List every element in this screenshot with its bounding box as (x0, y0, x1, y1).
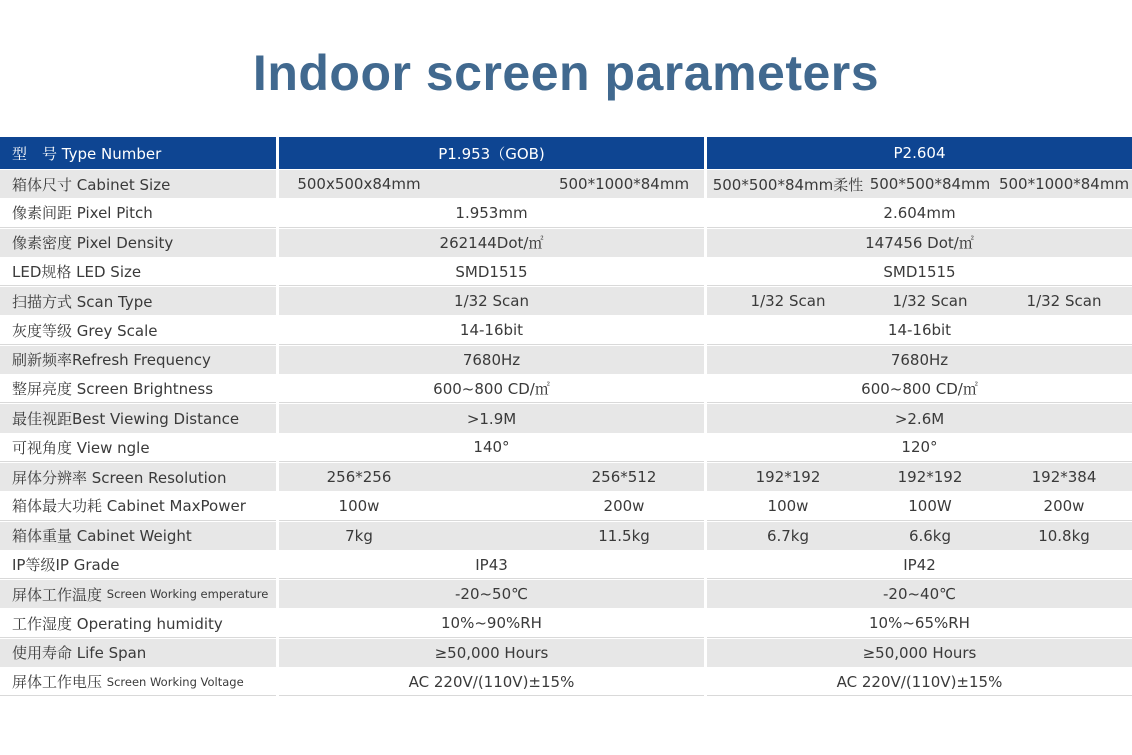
cell-value: 192*384 (1031, 468, 1097, 487)
row-label (0, 580, 276, 608)
cell-value: 500x500x84mm (297, 175, 421, 194)
cell-p1953: 1/32 Scan (279, 287, 704, 315)
cell-value: 500*1000*84mm (998, 175, 1130, 194)
parameters-table (0, 137, 1132, 697)
cell-value: 200w (1043, 496, 1085, 515)
cell-value: 11.5kg (598, 526, 650, 545)
cell-value: 7kg (345, 526, 373, 545)
cell-value: 100w (338, 496, 380, 515)
table-row-brightness (0, 375, 1132, 404)
table-row-weight (0, 522, 1132, 551)
row-label: LED规格 LED Size (0, 258, 276, 286)
cell-p2604: ≥50,000 Hours (707, 639, 1132, 667)
cell-value: 1/32 Scan (750, 292, 826, 311)
table-row-humidity (0, 609, 1132, 638)
cell-value: 500*1000*84mm (558, 175, 690, 194)
cell-p2604: 2.604mm (707, 199, 1132, 227)
row-label: 使用寿命 Life Span (0, 639, 276, 667)
table-row-pixel-density (0, 229, 1132, 258)
header-p1953: P1.953（GOB) (279, 137, 704, 169)
page-title: Indoor screen parameters (252, 45, 880, 101)
cell-value: 200w (603, 496, 645, 515)
cell-p1953: SMD1515 (279, 258, 704, 286)
row-label: 刷新频率Refresh Frequency (0, 346, 276, 374)
row-label: 可视角度 View ngle (0, 434, 276, 462)
row-label (0, 668, 276, 696)
row-label: 扫描方式 Scan Type (0, 287, 276, 315)
table-row-resolution (0, 463, 1132, 492)
cell-value: 256*512 (591, 468, 657, 487)
table-header-row (0, 137, 1132, 170)
cell-p1953 (279, 463, 704, 491)
cell-p2604: IP42 (707, 551, 1132, 579)
table-row-pixel-pitch (0, 199, 1132, 228)
cell-p2604: 147456 Dot/㎡ (707, 229, 1132, 257)
cell-value: 100W (908, 496, 952, 515)
cell-p1953: 600~800 CD/㎡ (279, 375, 704, 403)
cell-p2604: SMD1515 (707, 258, 1132, 286)
cell-value: 100w (767, 496, 809, 515)
cell-value: 500*500*84mm柔性 (712, 175, 864, 194)
cell-p2604 (707, 287, 1132, 315)
cell-value: 256*256 (326, 468, 392, 487)
row-label-cn: 屏体工作温度 (12, 585, 103, 604)
header-type-number: 型 号 Type Number (0, 137, 276, 169)
row-label-en: Screen Working Voltage (106, 674, 244, 689)
row-label: 工作湿度 Operating humidity (0, 609, 276, 637)
cell-p1953: AC 220V/(110V)±15% (279, 668, 704, 696)
cell-p1953: >1.9M (279, 404, 704, 432)
row-label: 整屏亮度 Screen Brightness (0, 375, 276, 403)
table-row-refresh (0, 346, 1132, 375)
cell-p1953: ≥50,000 Hours (279, 639, 704, 667)
table-row-led-size (0, 258, 1132, 287)
row-label: 屏体分辨率 Screen Resolution (0, 463, 276, 491)
cell-p2604 (707, 522, 1132, 550)
cell-p2604: 120° (707, 434, 1132, 462)
table-row-viewing-distance (0, 404, 1132, 433)
table-row-working-temperature (0, 580, 1132, 609)
cell-p1953 (279, 492, 704, 520)
cell-value: 1/32 Scan (1026, 292, 1102, 311)
row-label-en: Screen Working emperature (106, 587, 269, 602)
cell-value: 10.8kg (1038, 526, 1090, 545)
table-row-view-angle (0, 434, 1132, 463)
row-label: 灰度等级 Grey Scale (0, 316, 276, 344)
cell-value: 192*192 (897, 468, 963, 487)
cell-p2604: AC 220V/(110V)±15% (707, 668, 1132, 696)
cell-value: 6.6kg (908, 526, 952, 545)
cell-p2604: 600~800 CD/㎡ (707, 375, 1132, 403)
table-row-scan-type (0, 287, 1132, 316)
cell-p1953 (279, 522, 704, 550)
cell-value: 6.7kg (766, 526, 810, 545)
cell-p2604: -20~40℃ (707, 580, 1132, 608)
row-label: 箱体重量 Cabinet Weight (0, 522, 276, 550)
row-label: 最佳视距Best Viewing Distance (0, 404, 276, 432)
cell-p1953: 10%~90%RH (279, 609, 704, 637)
row-label: 箱体最大功耗 Cabinet MaxPower (0, 492, 276, 520)
cell-value: 192*192 (755, 468, 821, 487)
cell-p1953: 7680Hz (279, 346, 704, 374)
cell-p2604: 10%~65%RH (707, 609, 1132, 637)
row-label: 像素密度 Pixel Density (0, 229, 276, 257)
row-label: 像素间距 Pixel Pitch (0, 199, 276, 227)
cell-p1953: 1.953mm (279, 199, 704, 227)
cell-p2604 (707, 170, 1132, 198)
row-label: IP等级IP Grade (0, 551, 276, 579)
cell-p2604 (707, 492, 1132, 520)
table-row-grey-scale (0, 316, 1132, 345)
cell-p1953: 140° (279, 434, 704, 462)
cell-p2604: 7680Hz (707, 346, 1132, 374)
row-label-cn: 屏体工作电压 (12, 673, 103, 692)
table-row-max-power (0, 492, 1132, 521)
cell-p2604: >2.6M (707, 404, 1132, 432)
table-row-cabinet-size (0, 170, 1132, 199)
cell-value: 1/32 Scan (892, 292, 968, 311)
table-row-voltage (0, 668, 1132, 697)
row-label: 箱体尺寸 Cabinet Size (0, 170, 276, 198)
cell-p1953 (279, 170, 704, 198)
header-p2604: P2.604 (707, 137, 1132, 169)
cell-p1953: -20~50℃ (279, 580, 704, 608)
cell-p1953: IP43 (279, 551, 704, 579)
table-row-ip-grade (0, 551, 1132, 580)
cell-p2604 (707, 463, 1132, 491)
cell-p1953: 14-16bit (279, 316, 704, 344)
cell-p2604: 14-16bit (707, 316, 1132, 344)
cell-value: 500*500*84mm (869, 175, 991, 194)
cell-p1953: 262144Dot/㎡ (279, 229, 704, 257)
table-row-life-span (0, 639, 1132, 668)
